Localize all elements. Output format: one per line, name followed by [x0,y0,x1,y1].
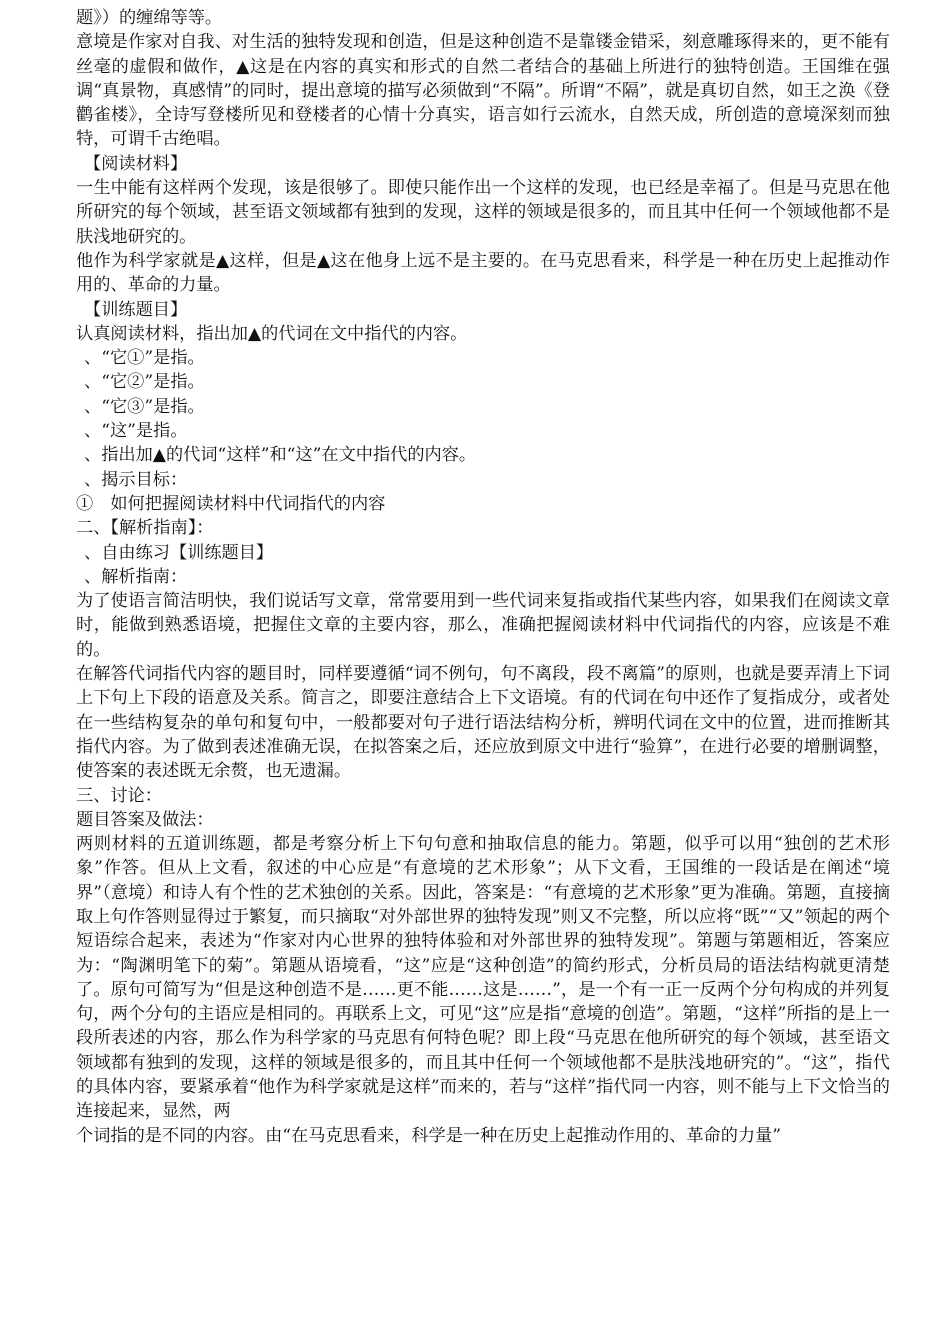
question-3: 、“它③”是指。 [84,396,205,417]
question-4: 、“这”是指。 [84,421,188,442]
section-3-heading: 三、讨论： [76,785,162,806]
heading-training: 【训练题目】 [84,299,188,320]
paragraph-guide-1: 为了使语言简洁明快，我们说话写文章，常常要用到一些代词来复指或指代某些内容，如果我们在阅读文章时，能做到熟悉语境，把握住文章的主要内容，那么，准确把握阅读材料中代词指代的内容，应该是不难的。 [76,591,890,660]
heading-reading-material: 【阅读材料】 [84,153,188,174]
paragraph-yijing: 意境是作家对自我、对生活的独特发现和创造，但是这种创造不是靠镂金错采，刻意雕琢得来的，更不能有丝毫的虚假和做作，▲这是在内容的真实和形式的自然二者结合的基础上所进行的独特创造。王国维在强调“真景物，真感情”的同时，提出意境的描写必须做到“不隔”。所谓“不隔”，就是真切自然，如王之涣《登鹳雀楼》，全诗写登楼所见和登楼者的心情十分真实，语言如行云流水，自然天成，所创造的意境深刻而独特，可谓千古绝唱。 [76,32,890,150]
continued-text: 题》）的缠绵等等。 [76,8,223,28]
practice-item: 、自由练习【训练题目】 [84,542,274,563]
section-2-heading: 二、【解析指南】： [76,518,214,539]
paragraph-answers: 两则材料的五道训练题，都是考察分析上下句句意和抽取信息的能力。第题，似乎可以用“独创的艺术形象”作答。但从上文看，叙述的中心应是“有意境的艺术形象”；从下文看，王国维的一段话是在阐述“境界”（意境）和诗人有个性的艺术独创的关系。因此，答案是：“有意境的艺术形象”更为准确。第题，直接摘取上句作答则显得过于繁复，而只摘取“对外部世界的独特发现”则又不完整，所以应将“既”“又”领起的两个短语综合起来，表述为“作家对内心世界的独特体验和对外部世界的独特发现”。第题与第题相近，答案应为：“陶渊明笔下的菊”。第题从语境看，“这”应是“这种创造”的简约形式，分析员局的语法结构就更清楚了。原句可简写为“但是这种创造不是……更不能……这是……”，是一个有一正一反两个分句构成的并列复句，两个分句的主语应是相同的。再联系上文，可见“这”应是指“意境的创造”。第题，“这样”所指的是上一段所表述的内容，那么作为科学家的马克思有何特色呢？即上段“马克思在他所研究的每个领域，甚至语文领域都有独到的发现，这样的领域是很多的，而且其中任何一个领域他都不是肤浅地研究的”。“这”，指代的具体内容，要紧承着“他作为科学家就是这样”而来的，若与“这样”指代同一内容，则不能与上下文恰当的连接起来，显然，两 [76,834,890,1122]
question-1: 、“它①”是指。 [84,348,205,369]
question-5: 、指出加▲的代词“这样”和“这”在文中指代的内容。 [84,445,477,466]
guide-item: 、解析指南： [84,566,188,587]
instruction: 认真阅读材料，指出加▲的代词在文中指代的内容。 [76,323,468,344]
answers-title: 题目答案及做法： [76,809,214,830]
goal-heading: 、揭示目标： [84,469,188,490]
goal-item-1: ① 如何把握阅读材料中代词指代的内容 [76,493,386,514]
paragraph-guide-2: 在解答代词指代内容的题目时，同样要遵循“词不例句，句不离段，段不离篇”的原则，也就是要弄清上下词上下句上下段的语意及关系。简言之，即要注意结合上下文语境。有的代词在句中还作了复指成分，或者处在一些结构复杂的单句和复句中，一般都要对句子进行语法结构分析，辨明代词在文中的位置，进而推断其指代内容。为了做到表述准确无误，在拟答案之后，还应放到原文中进行“验算”，在进行必要的增删调整，使答案的表述既无余赘，也无遗漏。 [76,664,890,782]
question-2: 、“它②”是指。 [84,372,205,393]
paragraph-marx-2: 他作为科学家就是▲这样，但是▲这在他身上远不是主要的。在马克思看来，科学是一种在历史上起推动作用的、革命的力量。 [76,250,890,296]
paragraph-marx-1: 一生中能有这样两个发现，该是很够了。即使只能作出一个这样的发现，也已经是幸福了。但是马克思在他所研究的每个领域，甚至语文领域都有独到的发现，这样的领域是很多的，而且其中任何一个领域他都不是肤浅地研究的。 [76,178,890,247]
paragraph-last: 个词指的是不同的内容。由“在马克思看来，科学是一种在历史上起推动作用的、革命的力量” [76,1125,782,1146]
